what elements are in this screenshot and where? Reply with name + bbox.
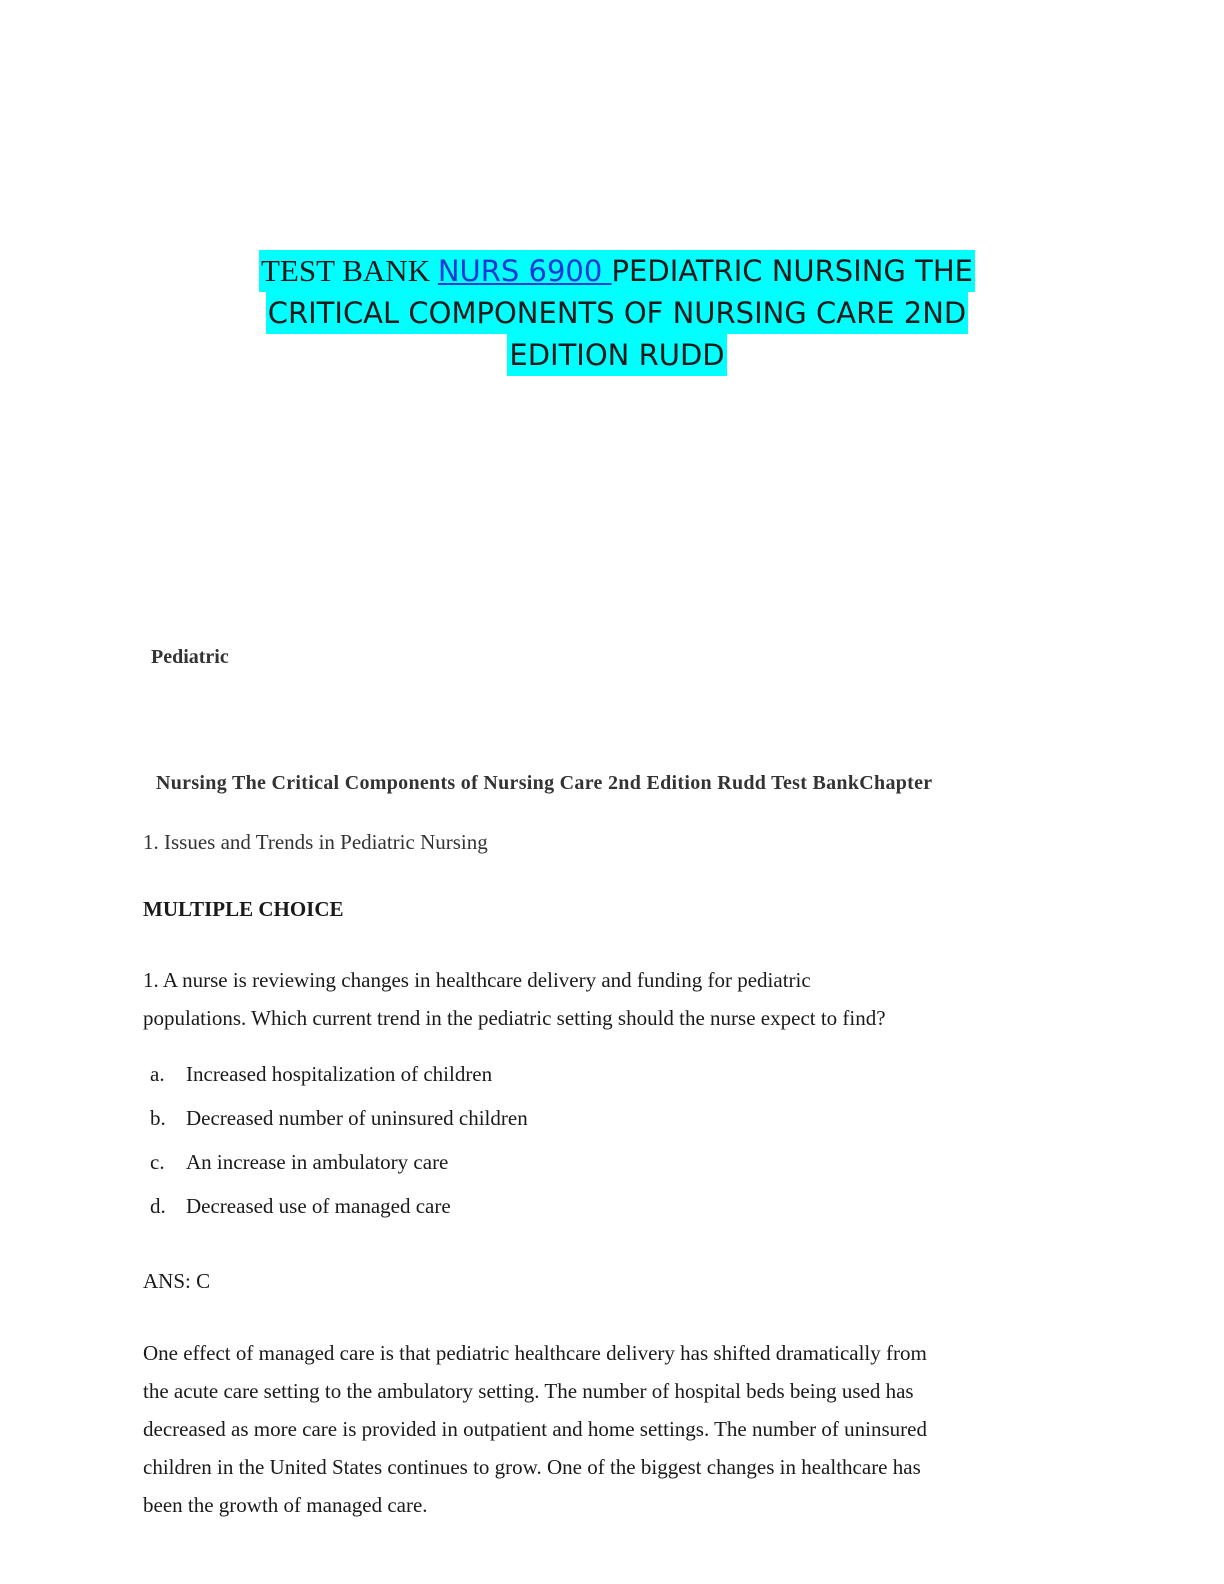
title-line-3: EDITION RUDD xyxy=(507,334,726,376)
rationale-line: been the growth of managed care. xyxy=(143,1493,428,1517)
course-code-link[interactable]: NURS 6900 xyxy=(437,254,612,288)
option-text: Decreased number of uninsured children xyxy=(186,1106,528,1130)
option-text: Increased hospitalization of children xyxy=(186,1062,493,1086)
question-line-2: populations. Which current trend in the pediatric setting should the nurse expect to find? xyxy=(143,1006,886,1030)
option-letter: c. xyxy=(150,1150,165,1174)
rationale-line: children in the United States continues to grow. One of the biggest changes in healthcare has xyxy=(143,1455,921,1479)
section-label: Pediatric xyxy=(151,646,229,668)
title-line-2: CRITICAL COMPONENTS OF NURSING CARE 2ND xyxy=(266,292,969,334)
rationale-line: One effect of managed care is that pediatric healthcare delivery has shifted dramatically from xyxy=(143,1341,927,1365)
rationale-line: the acute care setting to the ambulatory setting. The number of hospital beds being used has xyxy=(143,1379,914,1403)
chapter-heading: 1. Issues and Trends in Pediatric Nursing xyxy=(143,830,488,854)
answer-options xyxy=(150,1062,528,1238)
option-d xyxy=(150,1194,528,1238)
option-text: Decreased use of managed care xyxy=(186,1194,451,1218)
rationale-line: decreased as more care is provided in outpatient and home settings. The number of uninsured xyxy=(143,1417,927,1441)
multiple-choice-heading: MULTIPLE CHOICE xyxy=(143,897,344,921)
option-letter: b. xyxy=(150,1106,166,1130)
option-letter: d. xyxy=(150,1194,166,1218)
answer-key: ANS: C xyxy=(143,1269,211,1293)
option-c xyxy=(150,1150,528,1194)
option-a xyxy=(150,1062,528,1106)
title-prefix: TEST BANK xyxy=(261,253,438,288)
book-subtitle: Nursing The Critical Components of Nursing Care 2nd Edition Rudd Test BankChapter xyxy=(156,772,933,794)
title-line-1-rest: PEDIATRIC NURSING THE xyxy=(611,254,973,288)
document-title xyxy=(150,250,1084,376)
rationale xyxy=(143,1334,1043,1524)
question-line-1: 1. A nurse is reviewing changes in healthcare delivery and funding for pediatric xyxy=(143,968,811,992)
option-b xyxy=(150,1106,528,1150)
option-text: An increase in ambulatory care xyxy=(186,1150,449,1174)
option-letter: a. xyxy=(150,1062,165,1086)
question-stem xyxy=(143,961,1043,1037)
title-line-1 xyxy=(259,250,975,292)
